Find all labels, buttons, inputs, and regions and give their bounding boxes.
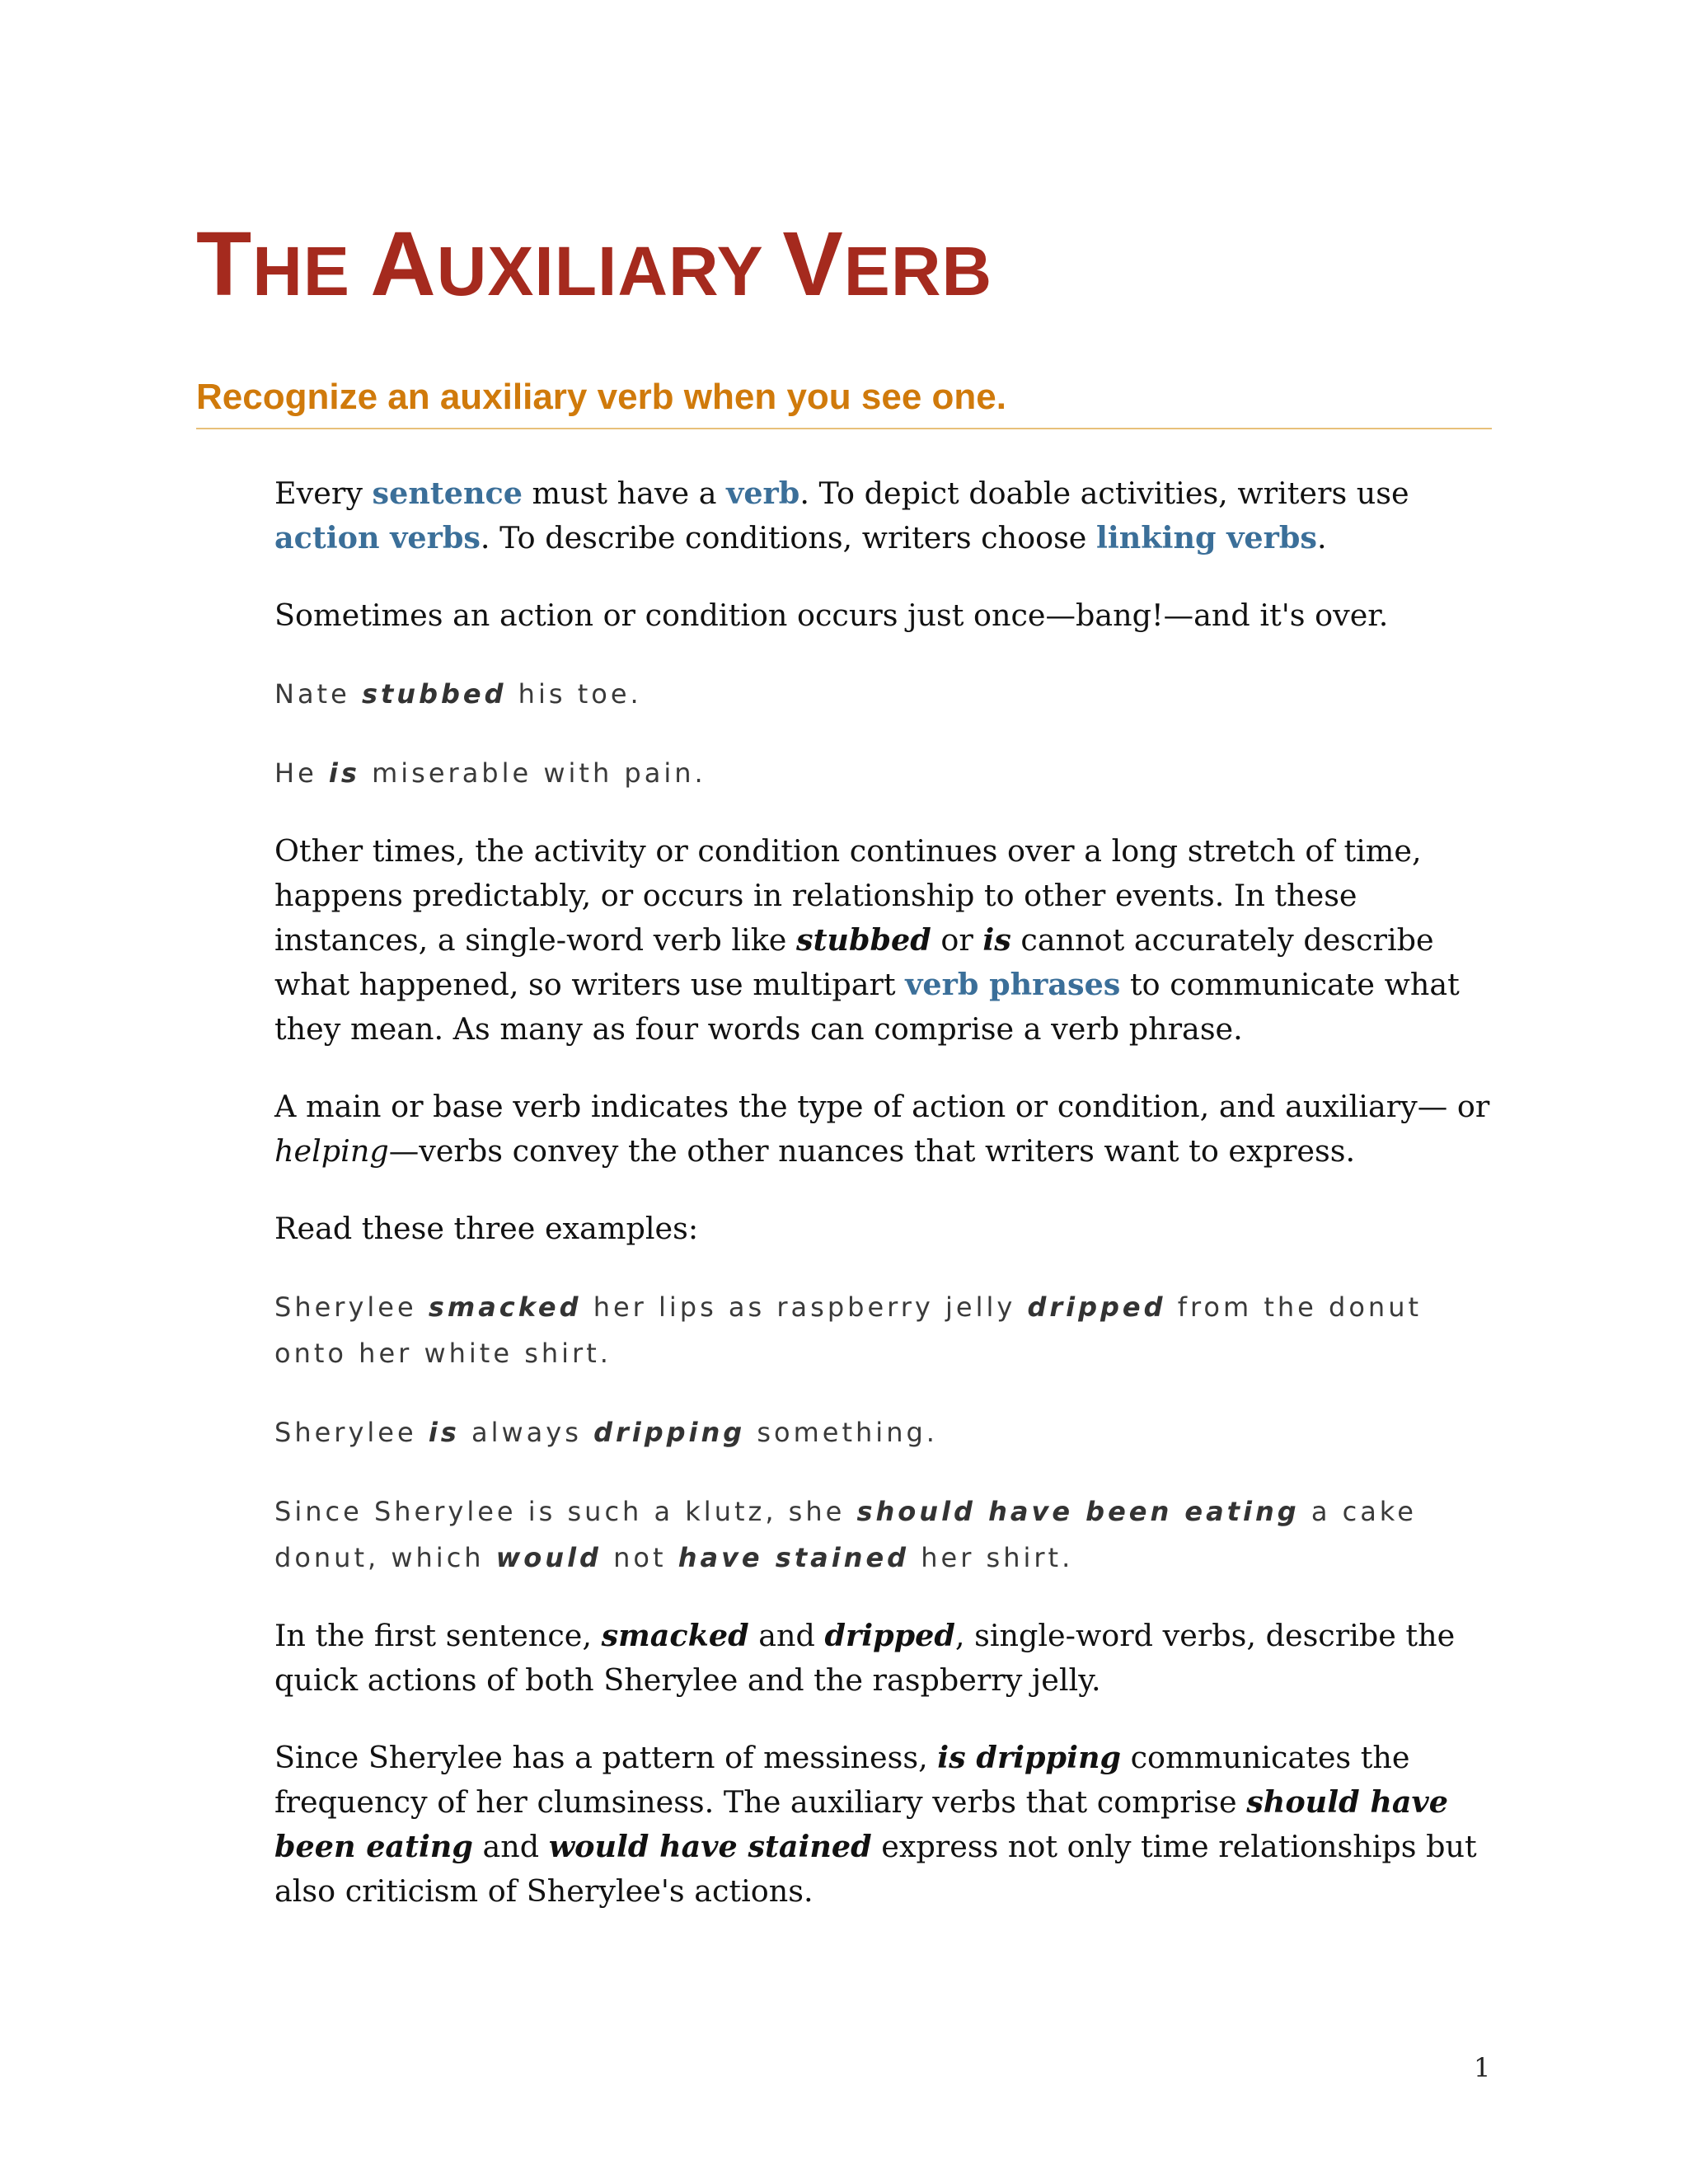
title-rest-3: ERB [843, 232, 993, 310]
link-verb[interactable]: verb [726, 476, 800, 511]
paragraph-other-times: Other times, the activity or condition continues over a long stretch of time, happens predictably, or occurs in relationship to other events. In these instances, a single-word verb like stubbed or is cannot accurately describe what happened, so writers use multipart verb phrases to communicate what they mean. As many as four words can comprise a verb phrase. [274, 833, 1460, 1047]
section-heading: Recognize an auxiliary verb when you see one. [196, 376, 1492, 429]
paragraph-read-examples: Read these three examples: [274, 1211, 699, 1246]
link-sentence[interactable]: sentence [372, 476, 523, 511]
link-verb-phrases[interactable]: verb phrases [905, 967, 1121, 1002]
page-title [196, 210, 992, 319]
link-linking-verbs[interactable]: linking verbs [1096, 520, 1317, 555]
title-cap-1: T [196, 213, 253, 315]
body-text [274, 471, 1494, 1947]
example-2: He is miserable with pain. [274, 757, 706, 789]
title-cap-2: A [370, 213, 437, 315]
paragraph-first-sentence: In the first sentence, smacked and dripped, single-word verbs, describe the quick actions of both Sherylee and the raspberry jelly. [274, 1618, 1456, 1698]
paragraph-once: Sometimes an action or condition occurs just once—bang!—and it's over. [274, 598, 1389, 633]
paragraph-pattern: Since Sherylee has a pattern of messiness, is dripping communicates the frequency of her clumsiness. The auxiliary verbs that comprise should have been eating and would have stained express not only time relationships but also criticism of Sherylee's actions. [274, 1740, 1477, 1909]
example-3: Sherylee smacked her lips as raspberry jelly dripped from the donut onto her white shirt. [274, 1291, 1423, 1369]
title-rest-1: HE [252, 232, 371, 310]
title-rest-2: UXILIARY [436, 232, 783, 310]
example-5: Since Sherylee is such a klutz, she should have been eating a cake donut, which would not have stained her shirt. [274, 1496, 1417, 1573]
paragraph-main-verb: A main or base verb indicates the type of action or condition, and auxiliary— or helping—verbs convey the other nuances that writers want to express. [274, 1089, 1490, 1169]
paragraph-intro: Every sentence must have a verb. To depict doable activities, writers use action verbs. To describe conditions, writers choose linking verbs. [274, 476, 1409, 555]
link-action-verbs[interactable]: action verbs [274, 520, 481, 555]
example-1: Nate stubbed his toe. [274, 678, 642, 710]
page-number: 1 [1474, 2052, 1491, 2083]
example-4: Sherylee is always dripping something. [274, 1417, 938, 1448]
title-cap-3: V [782, 213, 844, 315]
